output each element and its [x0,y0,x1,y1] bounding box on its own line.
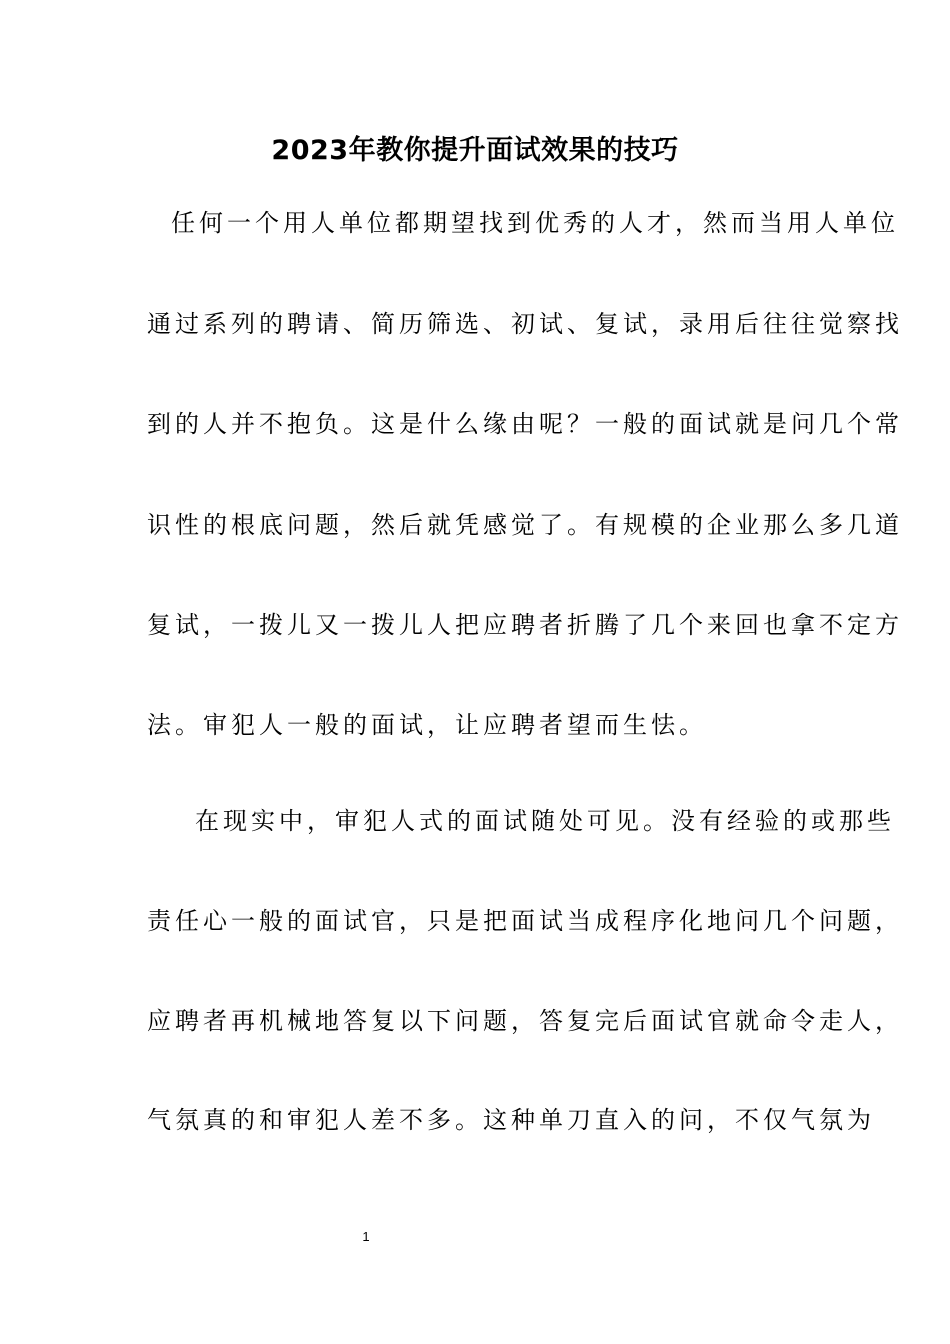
text-line: 责任心一般的面试官，只是把面试当成程序化地问几个问题， [147,907,903,935]
text-line: 应聘者再机械地答复以下问题，答复完后面试官就命令走人， [147,1007,903,1035]
text-line: 法。审犯人一般的面试，让应聘者望而生怯。 [147,711,707,739]
text-line: 气氛真的和审犯人差不多。这种单刀直入的问，不仅气氛为 [147,1106,875,1134]
page-title: 2023年教你提升面试效果的技巧 [271,135,679,166]
text-line: 复试，一拨儿又一拨儿人把应聘者折腾了几个来回也拿不定方 [147,611,903,639]
page-number: 1 [362,1229,370,1244]
text-line: 在现实中，审犯人式的面试随处可见。没有经验的或那些 [195,807,895,835]
text-line: 任何一个用人单位都期望找到优秀的人才，然而当用人单位 [171,209,899,237]
text-line: 识性的根底问题，然后就凭感觉了。有规模的企业那么多几道 [147,511,903,539]
text-line: 到的人并不抱负。这是什么缘由呢？一般的面试就是问几个常 [147,410,903,438]
text-line: 通过系列的聘请、简历筛选、初试、复试，录用后往往觉察找 [147,310,903,338]
